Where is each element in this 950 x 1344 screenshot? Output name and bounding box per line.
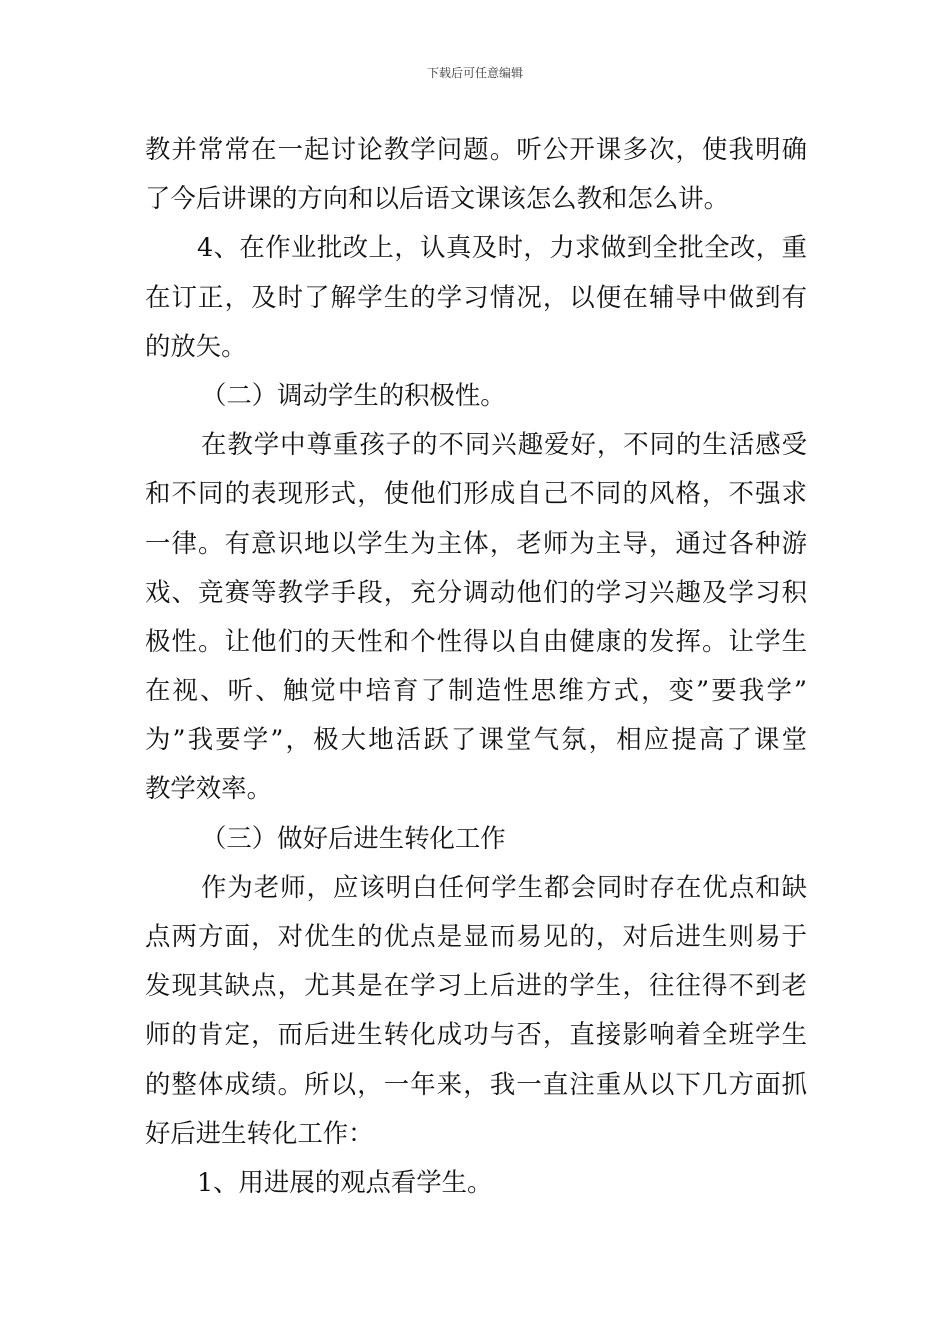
text-line: 教并常常在一起讨论教学问题。听公开课多次，使我明确 xyxy=(145,134,807,164)
text-line: 发现其缺点，尤其是在学习上后进的学生，往往得不到老 xyxy=(145,970,807,1001)
text-line: 为”我要学”，极大地活跃了课堂气氛，相应提高了课堂 xyxy=(145,724,807,755)
text-line: 作为老师，应该明白任何学生都会同时存在优点和缺 xyxy=(201,871,807,902)
text-line: 点两方面，对优生的优点是显而易见的，对后进生则易于 xyxy=(145,921,807,951)
section-heading: （二）调动学生的积极性。 xyxy=(201,379,506,410)
text-line: 师的肯定，而后进生转化成功与否，直接影响着全班学生 xyxy=(145,1019,807,1050)
page-header: 下载后可任意编辑 xyxy=(426,66,523,80)
section-heading: （三）做好后进生转化工作 xyxy=(201,822,506,853)
text-line: 好后进生转化工作： xyxy=(145,1117,374,1148)
text-line: 的放矢。 xyxy=(145,330,247,361)
text-line: 在教学中尊重孩子的不同兴趣爱好，不同的生活感受 xyxy=(201,429,807,460)
text-line: 在视、听、触觉中培育了制造性思维方式，变”要我学” xyxy=(145,675,807,706)
text-line: 和不同的表现形式，使他们形成自己不同的风格，不强求 xyxy=(145,478,807,509)
text-line: 4、在作业批改上，认真及时，力求做到全批全改，重 xyxy=(197,232,807,263)
document-body xyxy=(145,125,807,1207)
text-line: 了今后讲课的方向和以后语文课该怎么教和怎么讲。 xyxy=(145,183,729,214)
text-line: 1、用进展的观点看学生。 xyxy=(197,1166,493,1197)
text-line: 教学效率。 xyxy=(145,773,272,804)
text-line: 戏、竞赛等教学手段，充分调动他们的学习兴趣及学习积 xyxy=(145,576,807,607)
text-line: 一律。有意识地以学生为主体，老师为主导，通过各种游 xyxy=(145,527,807,558)
text-line: 在订正，及时了解学生的学习情况，以便在辅导中做到有 xyxy=(145,281,807,312)
text-line: 的整体成绩。所以，一年来，我一直注重从以下几方面抓 xyxy=(145,1068,807,1099)
text-line: 极性。让他们的天性和个性得以自由健康的发挥。让学生 xyxy=(145,625,807,656)
